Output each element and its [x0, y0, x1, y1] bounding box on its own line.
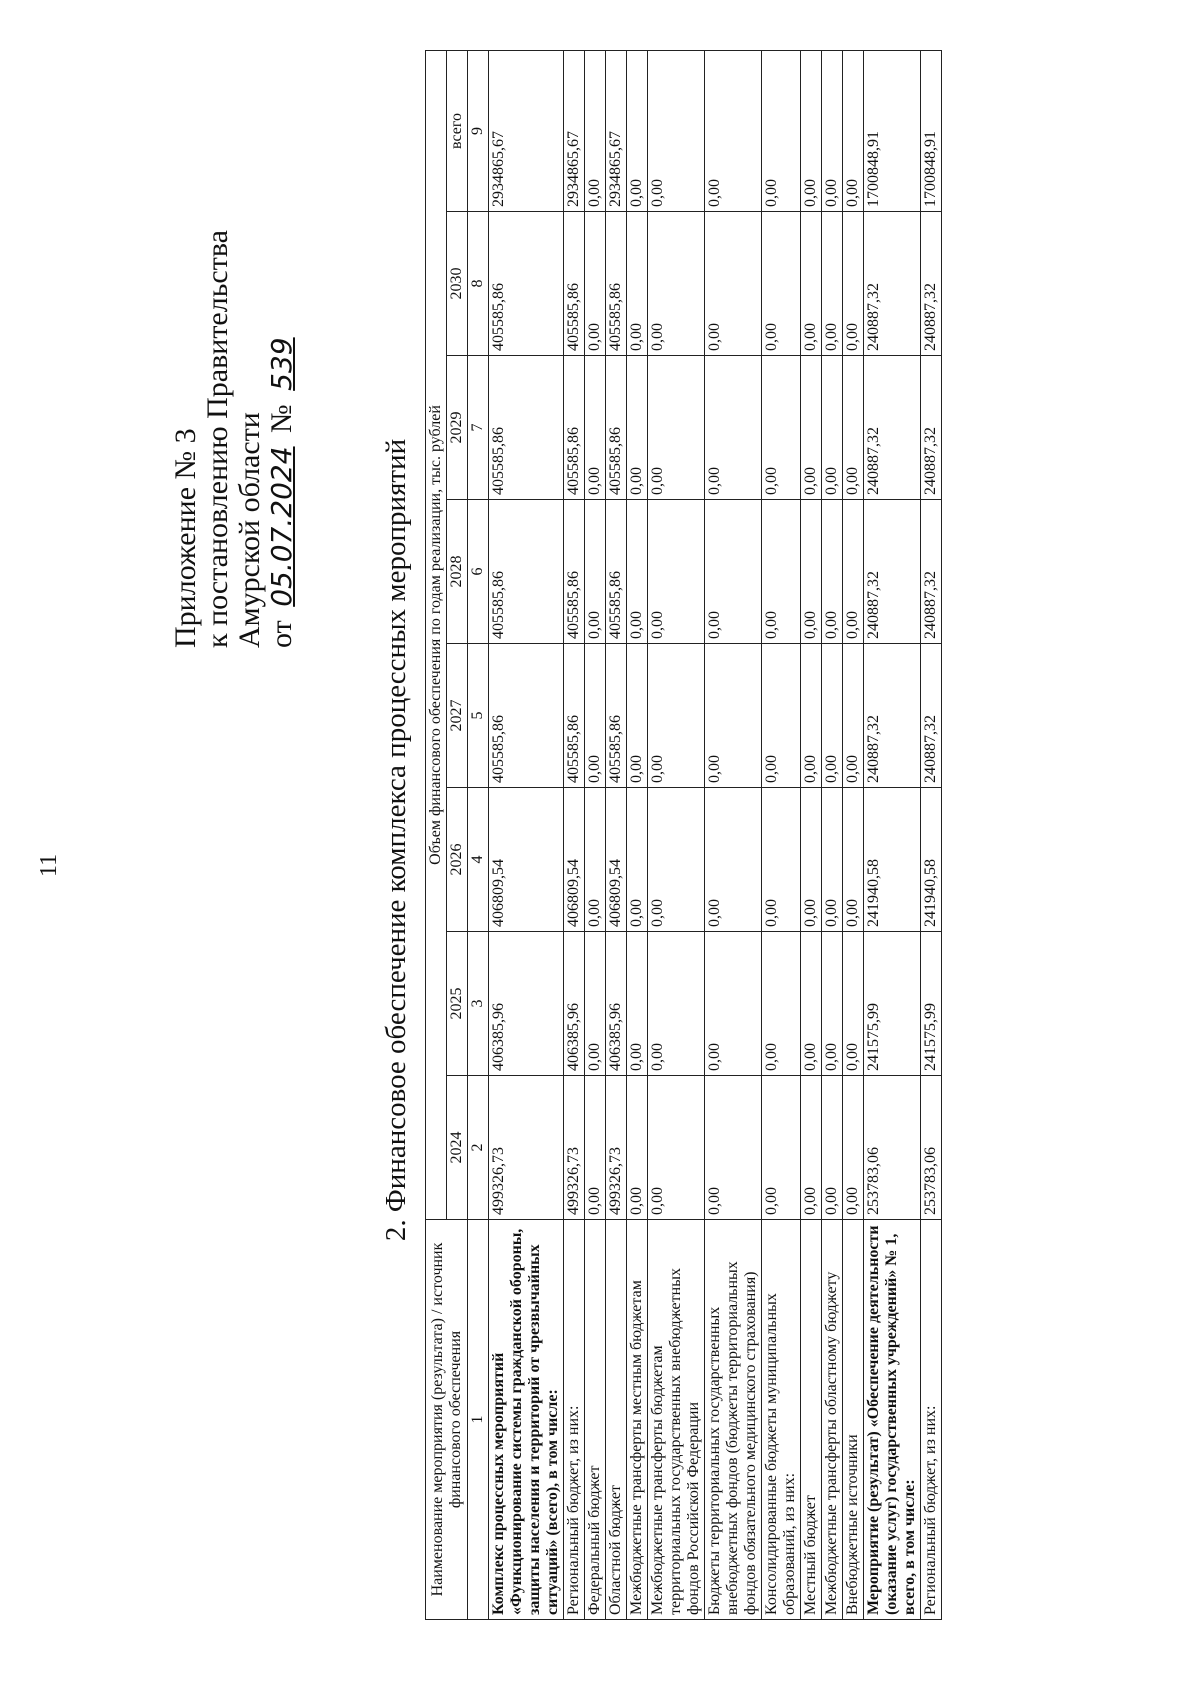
value-cell: 0,00 [705, 788, 762, 932]
value-cell: 1700848,91 [921, 50, 942, 211]
value-cell: 0,00 [585, 50, 606, 211]
value-cell: 0,00 [585, 644, 606, 788]
volume-header: Объем финансового обеспечения по годам реализации, тыс. рублей [426, 50, 447, 1219]
value-cell: 0,00 [585, 500, 606, 644]
value-cell: 0,00 [822, 788, 843, 932]
value-cell: 0,00 [627, 212, 648, 356]
value-cell: 0,00 [648, 1076, 705, 1220]
table-row [489, 50, 564, 1619]
value-cell: 0,00 [822, 1076, 843, 1220]
value-cell: 0,00 [648, 212, 705, 356]
value-cell: 0,00 [822, 644, 843, 788]
value-cell: 0,00 [762, 500, 801, 644]
value-cell: 0,00 [585, 1076, 606, 1220]
value-cell: 406809,54 [489, 788, 564, 932]
value-cell: 405585,86 [489, 212, 564, 356]
row-name: Внебюджетные источники [843, 1220, 864, 1620]
value-cell: 0,00 [627, 356, 648, 500]
value-cell: 0,00 [585, 788, 606, 932]
value-cell: 253783,06 [864, 1076, 921, 1220]
year-header: 2024 [447, 1076, 468, 1220]
value-cell: 0,00 [648, 500, 705, 644]
value-cell: 0,00 [822, 500, 843, 644]
value-cell: 406385,96 [489, 932, 564, 1076]
handwritten-date: 05.07.2024 [265, 446, 298, 607]
value-cell: 0,00 [585, 356, 606, 500]
value-cell: 0,00 [705, 932, 762, 1076]
row-name: Мероприятие (результат) «Обеспечение деятельности (оказание услуг) государственных учреждений» № 1, всего, в том числе: [864, 1220, 921, 1620]
number-label: № [265, 404, 298, 433]
value-cell: 406809,54 [606, 788, 627, 932]
value-cell: 0,00 [822, 356, 843, 500]
column-number: 7 [468, 356, 489, 500]
appendix-line-3: Амурской области [233, 412, 266, 648]
value-cell: 253783,06 [921, 1076, 942, 1220]
table-row [762, 50, 801, 1619]
appendix-line-1: Приложение № 3 [169, 428, 202, 648]
value-cell: 0,00 [705, 1076, 762, 1220]
table-row [606, 50, 627, 1619]
value-cell: 0,00 [843, 788, 864, 932]
table-row [705, 50, 762, 1619]
value-cell: 405585,86 [606, 644, 627, 788]
value-cell: 0,00 [585, 932, 606, 1076]
column-number: 5 [468, 644, 489, 788]
value-cell: 0,00 [705, 500, 762, 644]
value-cell: 499326,73 [606, 1076, 627, 1220]
value-cell: 405585,86 [564, 212, 585, 356]
value-cell: 2934865,67 [564, 50, 585, 211]
year-header: всего [447, 50, 468, 211]
value-cell: 1700848,91 [864, 50, 921, 211]
value-cell: 0,00 [627, 644, 648, 788]
name-column-header: Наименование мероприятия (результата) / источник финансового обеспечения [426, 1220, 468, 1620]
value-cell: 0,00 [762, 356, 801, 500]
row-name: Межбюджетные трансферты областному бюджету [822, 1220, 843, 1620]
value-cell: 0,00 [801, 50, 822, 211]
value-cell: 0,00 [801, 1076, 822, 1220]
value-cell: 0,00 [843, 500, 864, 644]
value-cell: 406385,96 [606, 932, 627, 1076]
table-row [627, 50, 648, 1619]
value-cell: 241940,58 [864, 788, 921, 932]
value-cell: 0,00 [648, 356, 705, 500]
value-cell: 240887,32 [864, 644, 921, 788]
value-cell: 0,00 [843, 644, 864, 788]
column-number: 8 [468, 212, 489, 356]
year-header: 2028 [447, 500, 468, 644]
value-cell: 405585,86 [489, 644, 564, 788]
value-cell: 0,00 [843, 932, 864, 1076]
column-number: 4 [468, 788, 489, 932]
row-name: Межбюджетные трансферты бюджетам территориальных государственных внебюджетных фондов Российской Федерации [648, 1220, 705, 1620]
table-row [843, 50, 864, 1619]
row-name: Бюджеты территориальных государственных внебюджетных фондов (бюджеты территориальных фондов обязательного медицинского страхования) [705, 1220, 762, 1620]
value-cell: 2934865,67 [606, 50, 627, 211]
row-name: Федеральный бюджет [585, 1220, 606, 1620]
value-cell: 406809,54 [564, 788, 585, 932]
column-number: 2 [468, 1076, 489, 1220]
value-cell: 240887,32 [921, 644, 942, 788]
value-cell: 0,00 [762, 644, 801, 788]
page-number: 11 [36, 853, 62, 877]
value-cell: 0,00 [627, 932, 648, 1076]
value-cell: 0,00 [801, 788, 822, 932]
value-cell: 0,00 [801, 500, 822, 644]
value-cell: 0,00 [627, 1076, 648, 1220]
value-cell: 499326,73 [564, 1076, 585, 1220]
column-number: 6 [468, 500, 489, 644]
value-cell: 240887,32 [921, 500, 942, 644]
value-cell: 240887,32 [921, 212, 942, 356]
value-cell: 0,00 [843, 356, 864, 500]
row-name: Региональный бюджет, из них: [921, 1220, 942, 1620]
value-cell: 0,00 [648, 644, 705, 788]
value-cell: 241575,99 [864, 932, 921, 1076]
year-header: 2026 [447, 788, 468, 932]
value-cell: 405585,86 [564, 644, 585, 788]
row-name: Местный бюджет [801, 1220, 822, 1620]
row-name: Областной бюджет [606, 1220, 627, 1620]
value-cell: 405585,86 [606, 212, 627, 356]
value-cell: 0,00 [648, 932, 705, 1076]
value-cell: 0,00 [822, 212, 843, 356]
value-cell: 406385,96 [564, 932, 585, 1076]
value-cell: 0,00 [762, 932, 801, 1076]
date-prefix: от [265, 620, 298, 648]
financing-table [425, 50, 942, 1620]
value-cell: 0,00 [705, 50, 762, 211]
value-cell: 405585,86 [489, 500, 564, 644]
row-name: Межбюджетные трансферты местным бюджетам [627, 1220, 648, 1620]
value-cell: 0,00 [705, 356, 762, 500]
value-cell: 240887,32 [864, 212, 921, 356]
value-cell: 0,00 [627, 788, 648, 932]
row-name: Региональный бюджет, из них: [564, 1220, 585, 1620]
value-cell: 0,00 [648, 788, 705, 932]
table-row [801, 50, 822, 1619]
section-title: 2. Финансовое обеспечение комплекса процессных мероприятий [380, 438, 412, 1242]
value-cell: 0,00 [822, 932, 843, 1076]
row-name: Комплекс процессных мероприятий «Функционирование системы гражданской обороны, защиты населения и территорий от чрезвычайных ситуаций» (всего), в том числе: [489, 1220, 564, 1620]
table-row [648, 50, 705, 1619]
value-cell: 0,00 [762, 1076, 801, 1220]
value-cell: 405585,86 [606, 356, 627, 500]
table-row [864, 50, 921, 1619]
value-cell: 0,00 [762, 50, 801, 211]
value-cell: 0,00 [627, 50, 648, 211]
value-cell: 0,00 [843, 1076, 864, 1220]
value-cell: 240887,32 [921, 356, 942, 500]
value-cell: 0,00 [762, 788, 801, 932]
value-cell: 405585,86 [564, 356, 585, 500]
value-cell: 405585,86 [489, 356, 564, 500]
value-cell: 0,00 [801, 356, 822, 500]
value-cell: 0,00 [762, 212, 801, 356]
value-cell: 0,00 [822, 50, 843, 211]
value-cell: 2934865,67 [489, 50, 564, 211]
value-cell: 405585,86 [606, 500, 627, 644]
column-number: 9 [468, 50, 489, 211]
appendix-line-2: к постановлению Правительства [201, 230, 234, 648]
value-cell: 0,00 [801, 932, 822, 1076]
table-row [585, 50, 606, 1619]
table-row [822, 50, 843, 1619]
row-name: Консолидированные бюджеты муниципальных образований, из них: [762, 1220, 801, 1620]
table-row [564, 50, 585, 1619]
value-cell: 0,00 [801, 212, 822, 356]
appendix-block [170, 230, 298, 648]
column-number: 3 [468, 932, 489, 1076]
value-cell: 0,00 [705, 644, 762, 788]
value-cell: 241575,99 [921, 932, 942, 1076]
handwritten-number: 539 [265, 337, 298, 391]
value-cell: 241940,58 [921, 788, 942, 932]
year-header: 2029 [447, 356, 468, 500]
year-header: 2030 [447, 212, 468, 356]
appendix-date-line [266, 230, 298, 648]
value-cell: 0,00 [627, 500, 648, 644]
value-cell: 405585,86 [564, 500, 585, 644]
value-cell: 0,00 [648, 50, 705, 211]
value-cell: 0,00 [843, 50, 864, 211]
value-cell: 0,00 [801, 644, 822, 788]
table-row [921, 50, 942, 1619]
year-header: 2027 [447, 644, 468, 788]
column-number: 1 [468, 1220, 489, 1620]
value-cell: 240887,32 [864, 356, 921, 500]
value-cell: 0,00 [843, 212, 864, 356]
year-header: 2025 [447, 932, 468, 1076]
value-cell: 240887,32 [864, 500, 921, 644]
value-cell: 499326,73 [489, 1076, 564, 1220]
value-cell: 0,00 [705, 212, 762, 356]
value-cell: 0,00 [585, 212, 606, 356]
